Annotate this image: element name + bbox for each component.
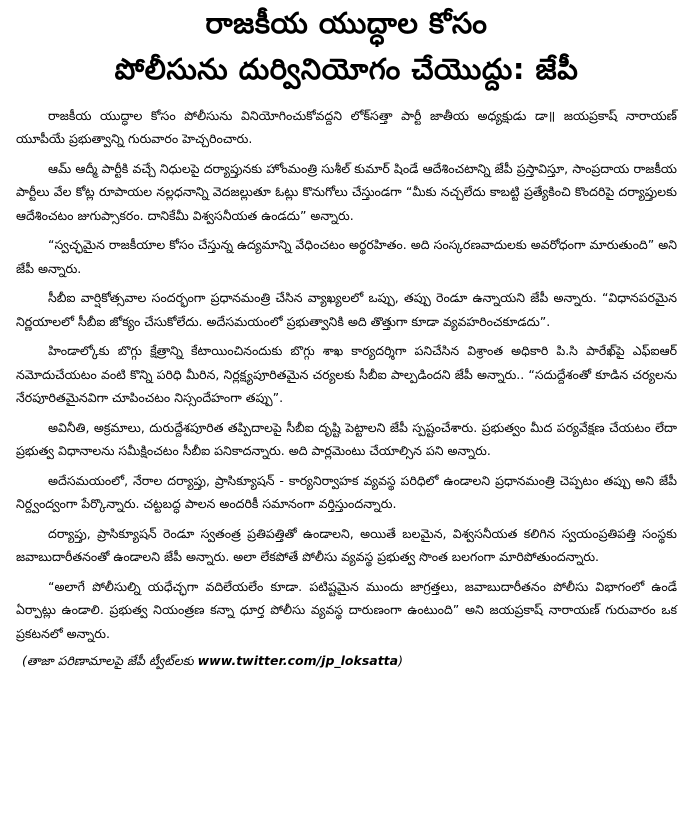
headline-line-2: పోలీసును దుర్వినియోగం చేయొద్దు: జేపీ xyxy=(114,51,579,86)
paragraph-7: అదేసమయంలో, నేరాల దర్యాప్తు, ప్రాసిక్యూషన్ - కార్యనిర్వాహక వ్యవస్థ పరిధిలో ఉండాలని ప్రధానమంత్రి చెప్పటం తప్పు అని జేపీ నిర్ద్వంద్వంగా పేర్కొన్నారు. చట్టబద్ధ పాలన అందరికీ సమానంగా వర్తిస్తుందన్నారు. xyxy=(16,472,677,512)
footer-prefix: (తాజా పరిణామాలపై జేపీ ట్వీట్‌లకు xyxy=(22,653,198,669)
headline-line-1: రాజకీయ యుద్ధాల కోసం xyxy=(205,6,488,40)
paragraph-3: “స్వచ్ఛమైన రాజకీయాల కోసం చేస్తున్న ఉద్యమాన్ని వేధించటం అర్థరహితం. అది సంస్కరణవాదులకు అవరోధంగా మారుతుంది” అని జేపీ అన్నారు. xyxy=(16,237,677,276)
twitter-link[interactable]: www.twitter.com/jp_loksatta xyxy=(197,653,399,669)
paragraph-4: సీబీఐ వార్షికోత్సవాల సందర్భంగా ప్రధానమంత్రి చేసిన వ్యాఖ్యలలో ఒప్పు, తప్పు రెండూ ఉన్నాయని జేపీ అన్నారు. “విధానపరమైన నిర్ణయాలలో సీబీఐ జోక్యం చేసుకోలేదు. అదేసమయంలో ప్రభుత్వానికి అది తొత్తుగా కూడా వ్యవహరించకూడదు”. xyxy=(16,290,677,329)
paragraph-5: హిండాల్కోకు బొగ్గు క్షేత్రాన్ని కేటాయించినందుకు బొగ్గు శాఖ కార్యదర్శిగా పనిచేసిన విశ్రాంత అధికారి పి.సి పారేఖ్‌పై ఎఫ్ఐఆర్ నమోదుచేయటం వంటి కొన్ని పరిధి మీరిన, నిర్లక్ష్యపూరితమైన చర్యలకు సీబీఐ పాల్పడిందని జేపీ అన్నారు.. “సదుద్దేశంతో కూడిన చర్యలను నేరపూరితమైనవిగా చూపించటం నిస్సందేహంగా తప్పు”. xyxy=(16,343,677,406)
article-headline xyxy=(16,0,677,86)
paragraph-8: దర్యాప్తు, ప్రాసిక్యూషన్ రెండూ స్వతంత్ర ప్రతిపత్తితో ఉండాలని, అయితే బలమైన, విశ్వసనీయత కలిగిన స్వయంప్రతిపత్తి సంస్థకు జవాబుదారీతనంతో ఉండాలని జేపీ అన్నారు. అలా లేకపోతే పోలీసు వ్యవస్థ ప్రభుత్వ సొంత బలగంగా మారిపోతుందన్నారు. xyxy=(16,525,677,565)
paragraph-2: ఆమ్ ఆద్మీ పార్టీకి వచ్చే నిధులపై దర్యాప్తునకు హోంమంత్రి సుశీల్ కుమార్ షిండే ఆదేశించటాన్ని జేపీ ప్రస్తావిస్తూ, సాంప్రదాయ రాజకీయ పార్టీలు వేల కోట్ల రూపాయల నల్లధనాన్ని వెదజల్లుతూ ఓట్లు కొనుగోలు చేస్తుండగా “మీకు నచ్చలేదు కాబట్టి ప్రత్యేకించి కొందరిపై దర్యాప్తులకు ఆదేశించటం జుగుప్సాకరం. దానికేమీ విశ్వసనీయత ఉండదు” అన్నారు. xyxy=(16,160,677,223)
twitter-footer-note xyxy=(16,653,677,672)
paragraph-9: “అలాగే పోలీసుల్ని యధేచ్ఛగా వదిలేయలేం కూడా. పటిష్టమైన ముందు జాగ్రత్తలు, జవాబుదారీతనం పోలీసు విభాగంలో ఉండే ఏర్పాట్లు ఉండాలి. ప్రభుత్వ నియంత్రణ కన్నా ధూర్త పోలీసు వ్యవస్థ దారుణంగా ఉంటుంది” అని జయప్రకాష్ నారాయణ్ గురువారం ఒక ప్రకటనలో అన్నారు. xyxy=(16,578,677,641)
paragraph-6: అవినీతి, అక్రమాలు, దురుద్దేశపూరిత తప్పిదాలపై సీబీఐ దృష్టి పెట్టాలని జేపీ స్పష్టంచేశారు. ప్రభుత్వం మీద పర్యవేక్షణ చేయటం లేదా ప్రభుత్వ విధానాలను సమీక్షించటం సీబీఐ పనికాదన్నారు. అది పార్లమెంటు చేయాల్సిన పని అన్నారు. xyxy=(16,419,677,459)
article-body xyxy=(16,104,677,646)
paragraph-1: రాజకీయ యుద్ధాల కోసం పోలీసును వినియోగించుకోవద్దని లోక్‌సత్తా పార్టీ జాతీయ అధ్యక్షుడు డా॥ జయప్రకాష్ నారాయణ్ యూపీయే ప్రభుత్వాన్ని గురువారం హెచ్చరించారు. xyxy=(16,107,677,147)
footer-suffix: ) xyxy=(398,653,403,669)
